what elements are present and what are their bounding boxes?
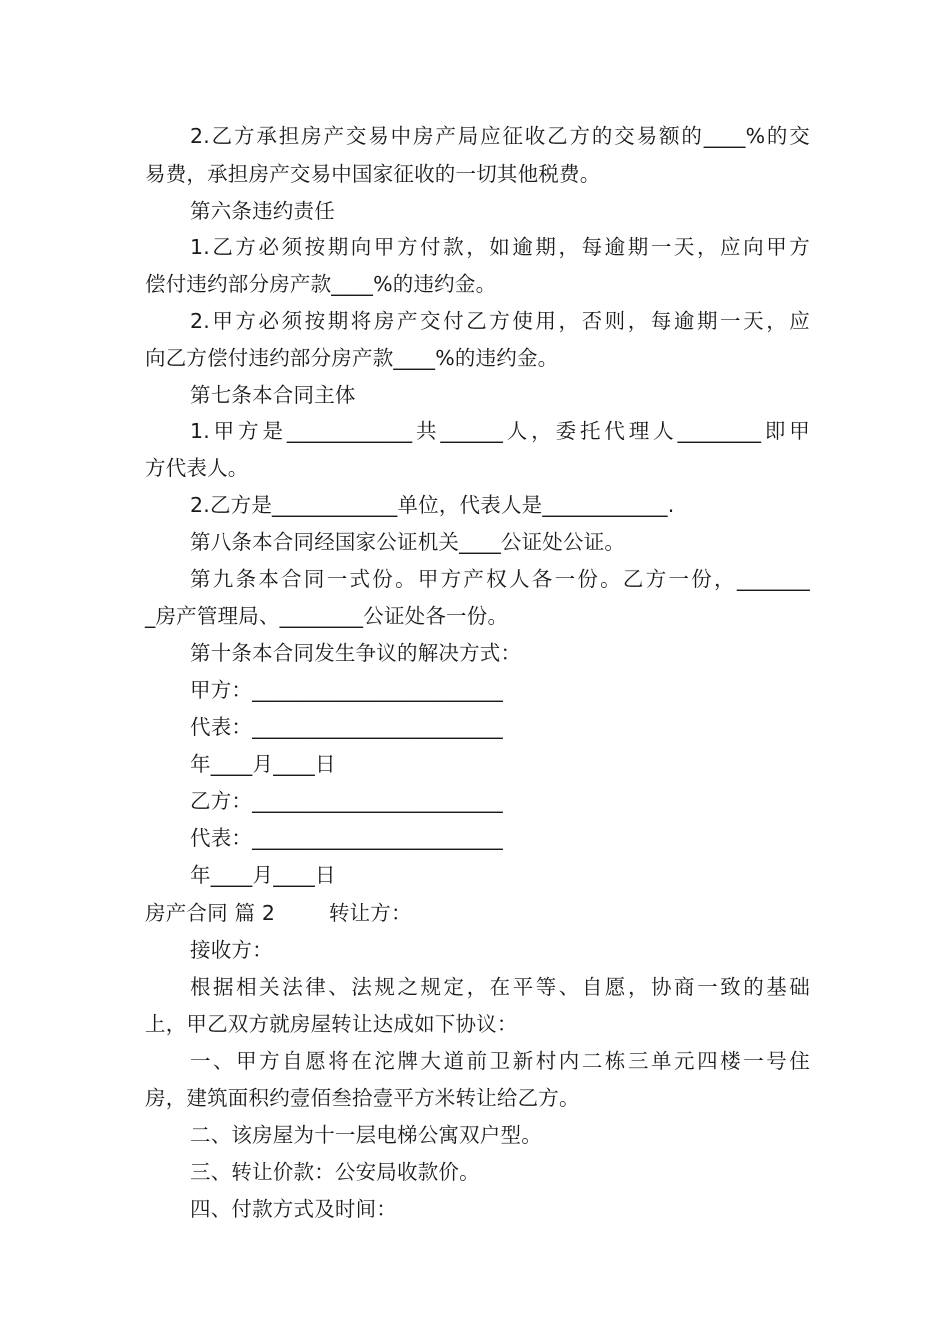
recipient-line: 接收方：: [190, 938, 273, 962]
clause-6-heading: 第六条违约责任: [190, 199, 335, 223]
contract-2-title: 房产合同 篇 2 转让方：: [145, 901, 412, 925]
clause-5-item-2-line-1: 2.乙方承担房产交易中房产局应征收乙方的交易额的____%的交: [190, 124, 810, 148]
clause-7-item-1-line-1: 1.甲方是____________共______人，委托代理人________即甲: [190, 419, 810, 443]
article-1-line-2: 房，建筑面积约壹佰叁拾壹平方米转让给乙方。: [145, 1086, 580, 1110]
clause-6-item-2-line-1: 2.甲方必须按期将房产交付乙方使用，否则，每逾期一天，应: [190, 309, 810, 333]
preamble-line-1: 根据相关法律、法规之规定，在平等、自愿，协商一致的基础: [190, 975, 810, 999]
clause-9-line-1: 第九条本合同一式份。甲方产权人各一份。乙方一份，_______: [190, 567, 810, 591]
signature-rep-b: 代表：________________________: [190, 826, 503, 850]
article-4: 四、付款方式及时间：: [190, 1197, 397, 1221]
article-3: 三、转让价款：公安局收款价。: [190, 1160, 480, 1184]
clause-5-item-2-line-2: 易费，承担房产交易中国家征收的一切其他税费。: [145, 162, 601, 186]
clause-6-item-1-line-2: 偿付违约部分房产款____%的违约金。: [145, 272, 497, 296]
clause-6-item-2-line-2: 向乙方偿付违约部分房产款____%的违约金。: [145, 346, 559, 370]
clause-7-item-1-line-2: 方代表人。: [145, 456, 249, 480]
signature-party-b: 乙方：________________________: [190, 789, 503, 813]
preamble-line-2: 上，甲乙双方就房屋转让达成如下协议：: [145, 1012, 518, 1036]
clause-6-item-1-line-1: 1.乙方必须按期向甲方付款，如逾期，每逾期一天，应向甲方: [190, 235, 810, 259]
signature-rep-a: 代表：________________________: [190, 715, 503, 739]
clause-8: 第八条本合同经国家公证机关____公证处公证。: [190, 530, 626, 554]
signature-date-a: 年____月____日: [190, 752, 336, 776]
clause-7-heading: 第七条本合同主体: [190, 383, 356, 407]
article-1-line-1: 一、甲方自愿将在沱牌大道前卫新村内二栋三单元四楼一号住: [190, 1049, 810, 1073]
article-2: 二、该房屋为十一层电梯公寓双户型。: [190, 1123, 542, 1147]
clause-7-item-2: 2.乙方是____________单位，代表人是____________.: [190, 493, 675, 517]
signature-party-a: 甲方：________________________: [190, 678, 503, 702]
clause-10: 第十条本合同发生争议的解决方式：: [190, 641, 522, 665]
clause-9-line-2: _房产管理局、________公证处各一份。: [145, 604, 509, 628]
signature-date-b: 年____月____日: [190, 863, 336, 887]
